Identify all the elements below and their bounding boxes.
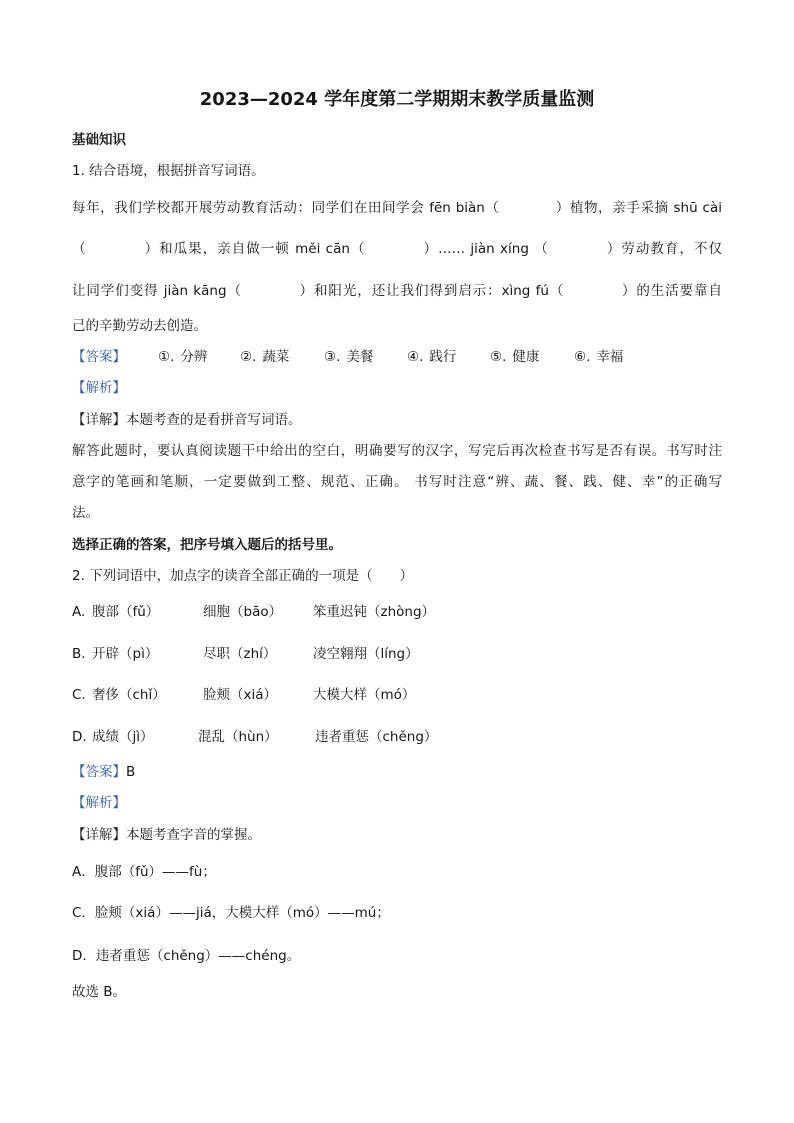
option-word: 成绩（jì）: [92, 729, 154, 745]
analysis-label: 【解析】: [72, 380, 126, 396]
answer-row: [72, 762, 135, 782]
answer-text: 分辨: [180, 349, 208, 365]
option-letter: A.: [72, 604, 86, 620]
answer-item: [240, 347, 289, 367]
answer-number: ②.: [240, 349, 257, 365]
section-heading-basics: 基础知识: [72, 132, 126, 148]
explanation-line: 意字的笔画和笔顺，一定要做到工整、规范、正确。 书写时注意“辨、蔬、餐、践、健、幸”的正确写: [72, 474, 722, 490]
option-letter: D.: [72, 729, 87, 745]
answer-item: [574, 347, 623, 367]
answer-text: 蔬菜: [262, 349, 290, 365]
option-letter: B.: [72, 646, 86, 662]
question-1-passage-line: 让同学们变得 jiàn kāng（ ）和阳光，还让我们得到启示：xìng fú（ ）的生活要靠自: [72, 283, 722, 299]
answer-item: [324, 347, 373, 367]
answer-number: ④.: [407, 349, 424, 365]
question-1-passage-line: （ ）和瓜果，亲自做一顿 měi cān（ ）…… jiàn xíng （ ）劳动教育，不仅: [72, 241, 722, 257]
answer-item: [407, 347, 456, 367]
option-word: 违者重惩（chěng）: [315, 729, 438, 745]
option-word: 大模大样（mó）: [313, 687, 416, 703]
explanation-line: 解答此题时，要认真阅读题干中给出的空白，明确要写的汉字，写完后再次检查书写是否有误。书写时注: [72, 443, 722, 459]
answer-number: ③.: [324, 349, 341, 365]
option-word: 尽职（zhí）: [203, 646, 277, 662]
answer-label: 【答案】: [72, 764, 126, 780]
answer-value: B: [126, 764, 136, 780]
answer-text: 健康: [512, 349, 540, 365]
answer-item: [158, 347, 207, 367]
question-1-stem: 1. 结合语境，根据拼音写词语。: [72, 163, 265, 179]
detail-line: 【详解】本题考查字音的掌握。: [72, 827, 261, 843]
option-letter: C.: [72, 687, 86, 703]
correction-line: A．腹部（fǔ）——fù；: [72, 864, 216, 880]
answer-item: [490, 347, 539, 367]
analysis-label: 【解析】: [72, 795, 126, 811]
page-title: 2023—2024 学年度第二学期期末教学质量监测: [199, 89, 595, 110]
answer-text: 美餐: [346, 349, 374, 365]
option-word: 开辟（pì）: [92, 646, 159, 662]
conclusion-line: 故选 B。: [72, 984, 127, 1000]
answer-label: 【答案】: [72, 349, 126, 365]
answer-number: ①.: [158, 349, 175, 365]
answer-text: 幸福: [596, 349, 624, 365]
section-heading-choice: 选择正确的答案，把序号填入题后的括号里。: [72, 537, 342, 553]
question-1-passage-line: 己的辛勤劳动去创造。: [72, 318, 207, 334]
explanation-line: 法。: [72, 505, 99, 521]
option-word: 混乱（hùn）: [198, 729, 278, 745]
question-1-passage-line: 每年，我们学校都开展劳动教育活动：同学们在田间学会 fēn biàn（ ）植物，亲手采摘 shū cài: [72, 200, 722, 216]
option-word: 奢侈（chǐ）: [92, 687, 166, 703]
correction-line: C．脸颊（xiá）——jiá，大模大样（mó）——mú；: [72, 905, 390, 921]
question-2-stem: 2. 下列词语中，加点字的读音全部正确的一项是（ ）: [72, 568, 414, 584]
option-word: 凌空翱翔（líng）: [313, 646, 419, 662]
option-word: 细胞（bāo）: [203, 604, 283, 620]
detail-line: 【详解】本题考查的是看拼音写词语。: [72, 412, 302, 428]
option-word: 笨重迟钝（zhòng）: [313, 604, 436, 620]
answer-number: ⑥.: [574, 349, 591, 365]
option-word: 腹部（fǔ）: [92, 604, 160, 620]
answer-text: 践行: [429, 349, 457, 365]
correction-line: D．违者重惩（chěng）——chéng。: [72, 948, 301, 964]
option-word: 脸颊（xiá）: [203, 687, 278, 703]
answer-number: ⑤.: [490, 349, 507, 365]
